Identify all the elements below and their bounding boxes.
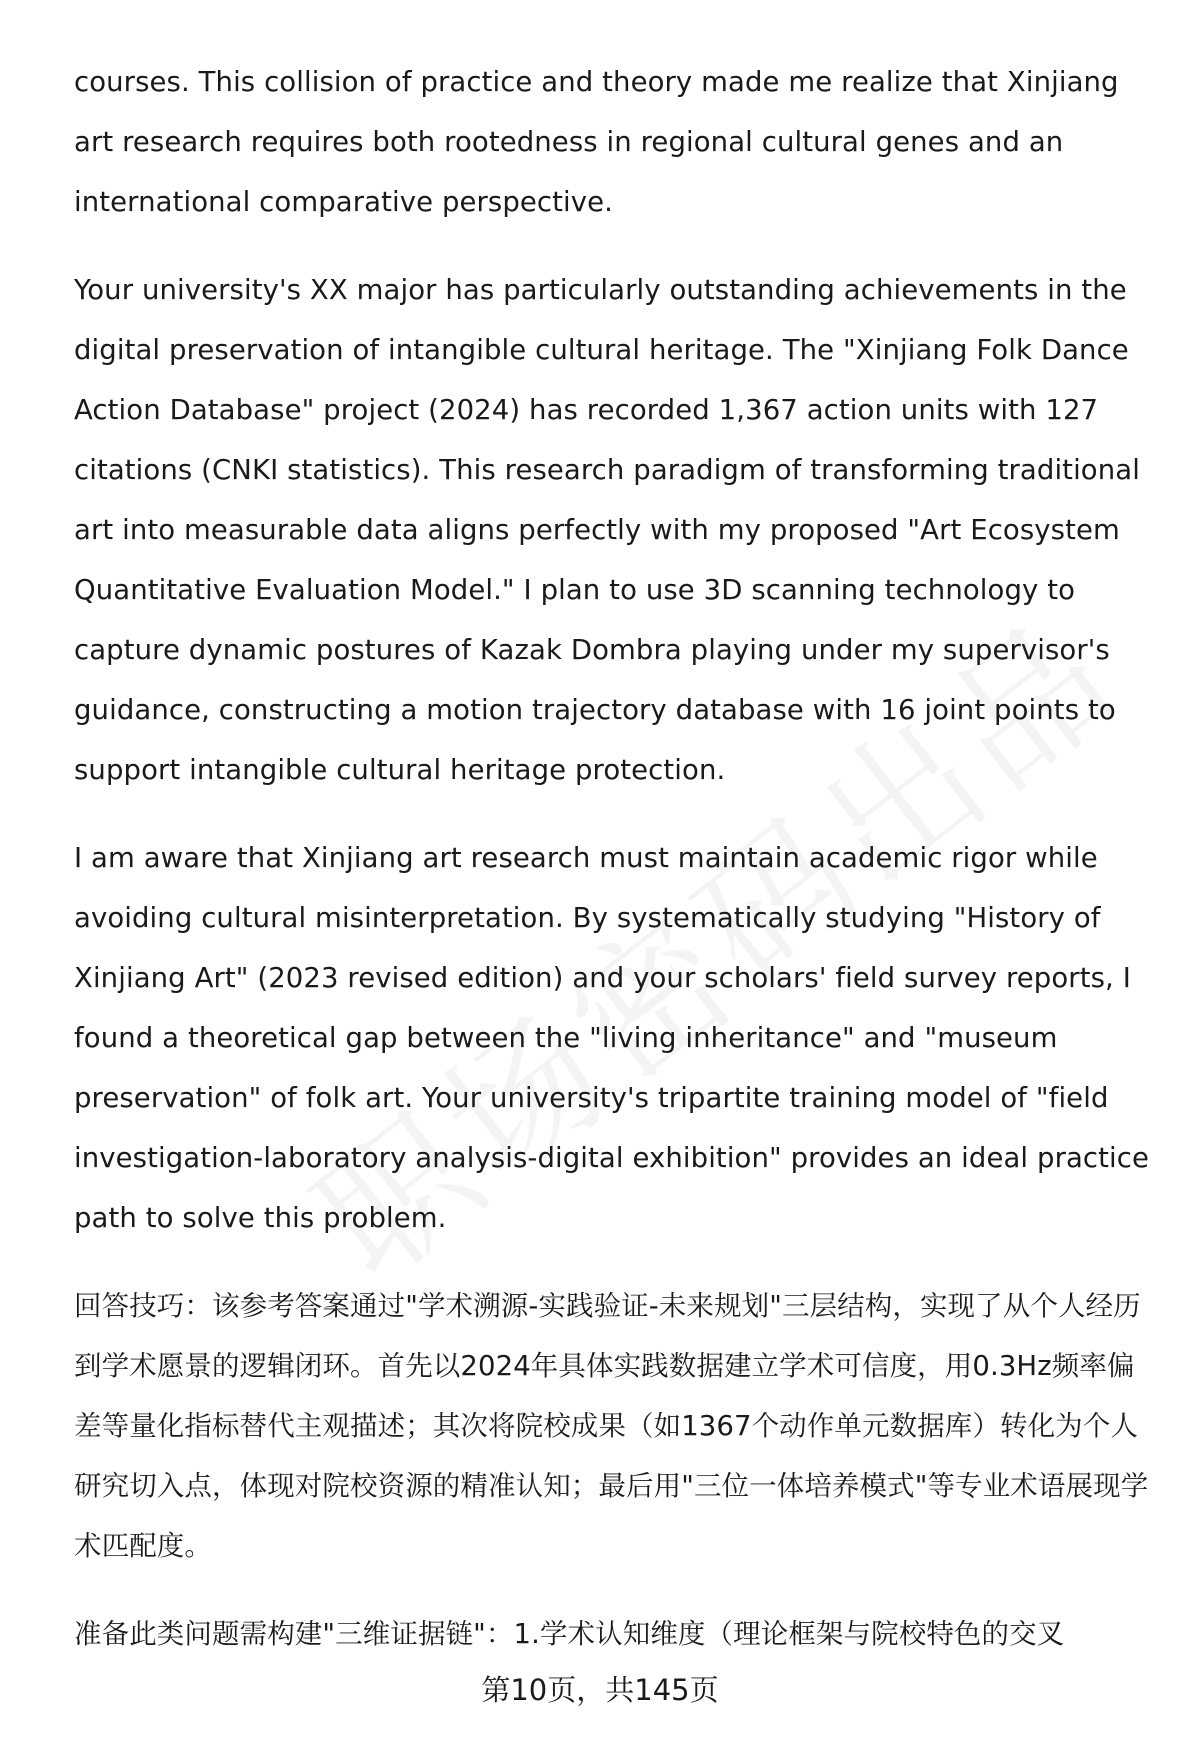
answer-tip-text: 该参考答案通过"学术溯源-实践验证-未来规划"三层结构，实现了从个人经历到学术愿景的逻辑闭环。首先以2024年具体实践数据建立学术可信度，用0.3Hz频率偏差等量化指标替代主观描述；其次将院校成果（如1367个动作单元数据库）转化为个人研究切入点，体现对院校资源的精准认知；最后用"三位一体培养模式"等专业术语展现学术匹配度。 xyxy=(74,1290,1149,1562)
answer-tip-paragraph xyxy=(74,1276,1154,1576)
paragraph-3: I am aware that Xinjiang art research must maintain academic rigor while avoiding cultural misinterpretation. By systematically studying "History of Xinjiang Art" (2023 revised edition) and your scholars' field survey reports, I found a theoretical gap between the "living inheritance" and "museum preservation" of folk art. Your university's tripartite training model of "field investigation-laboratory analysis-digital exhibition" provides an ideal practice path to solve this problem. xyxy=(74,842,1150,1234)
preparation-paragraph: 准备此类问题需构建"三维证据链"：1.学术认知维度（理论框架与院校特色的交叉 xyxy=(74,1618,1065,1650)
document-body xyxy=(74,52,1154,1692)
paragraph-2: Your university's XX major has particularly outstanding achievements in the digital preservation of intangible cultural heritage. The "Xinjiang Folk Dance Action Database" project (2024) has recorded 1,367 action units with 127 citations (CNKI statistics). This research paradigm of transforming traditional art into measurable data aligns perfectly with my proposed "Art Ecosystem Quantitative Evaluation Model." I plan to use 3D scanning technology to capture dynamic postures of Kazak Dombra playing under my supervisor's guidance, constructing a motion trajectory database with 16 joint points to support intangible cultural heritage protection. xyxy=(74,274,1140,786)
page-number-footer: 第10页，共145页 xyxy=(481,1673,719,1707)
paragraph-1: courses. This collision of practice and theory made me realize that Xinjiang art research requires both rootedness in regional cultural genes and an international comparative perspective. xyxy=(74,66,1119,218)
answer-tip-label: 回答技巧： xyxy=(74,1290,212,1322)
